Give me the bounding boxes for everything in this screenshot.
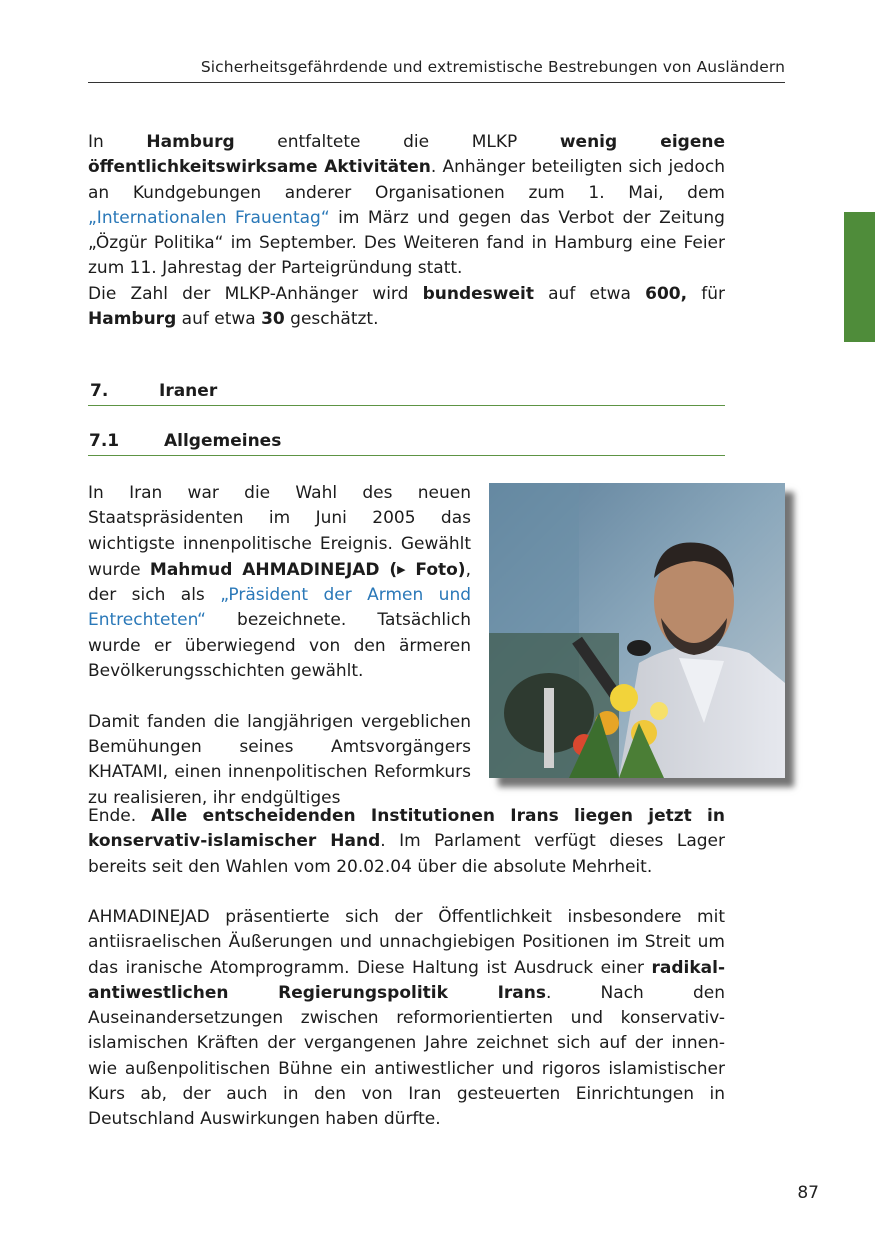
text-run: Damit fanden die langjährigen vergeblichen Bemühungen seines Amtsvorgängers KHATAMI, einen innenpolitischen Reformkurs zu realisieren, ihr endgültiges	[88, 711, 471, 808]
text-run: In Iran war die Wahl des neuen Staatspräsidenten im Juni 2005 das wichtigste innenpolitische Ereignis. Gewählt wurde	[88, 483, 471, 580]
text-run: Mahmud AHMADINEJAD (	[149, 559, 398, 580]
section-heading-7-1	[88, 430, 725, 456]
paragraph-election	[88, 481, 471, 811]
play-arrow-icon: ▶	[397, 562, 406, 576]
text-run: im März und gegen das Verbot der Zeitung „Özgür Politika“ im September. Des Weiteren fand in Hamburg eine Feier zum 11. Jahrestag der Parteigründung statt.	[88, 207, 725, 279]
text-run: Die Zahl der MLKP-Anhänger wird	[88, 283, 423, 304]
text-run: auf etwa	[533, 283, 646, 304]
emphasis-hamburg-2: Hamburg	[88, 309, 177, 330]
text-run: für	[687, 283, 725, 304]
section-number: 7.	[90, 381, 109, 401]
emphasis-bundesweit: bundesweit	[422, 283, 534, 304]
emphasis-policy: radikal-antiwestlichen Regierungspolitik Irans	[88, 957, 725, 1003]
link-frauentag[interactable]: „Internationalen Frauentag“	[88, 207, 330, 228]
running-header: Sicherheitsgefährdende und extremistische Bestrebungen von Ausländern	[200, 58, 785, 76]
section-number: 7.1	[89, 431, 120, 451]
paragraph-ahmadinejad-policy	[88, 905, 725, 1133]
chapter-tab-marker	[844, 212, 875, 342]
emphasis-count-600: 600,	[645, 283, 688, 304]
text-run: AHMADINEJAD präsentierte sich der Öffentlichkeit insbesondere mit antiisraelischen Äußerungen und unnachgiebigen Positionen im Streit um das iranische Atomprogramm. Diese Haltung ist Ausdruck einer	[88, 907, 725, 978]
text-run: , der sich als	[88, 559, 471, 606]
paragraph-mlkp-hamburg	[88, 130, 725, 332]
text-run: In	[88, 132, 147, 152]
link-praesident-armen[interactable]: „Präsident der Armen und Entrechteten“	[88, 585, 472, 631]
text-run: entfaltete die MLKP	[234, 132, 560, 152]
emphasis-institutions: Alle entscheidenden Institutionen Irans liegen jetzt in konservativ-islamischer Hand	[88, 806, 725, 852]
emphasis-count-30: 30	[261, 309, 285, 330]
text-run: geschätzt.	[284, 309, 379, 330]
emphasis-ahmadinejad	[150, 560, 466, 580]
section-heading-7	[88, 380, 725, 406]
text-run: . Anhänger beteiligten sich jedoch an Kundgebungen anderer Organisationen zum 1. Mai, dem	[88, 157, 725, 203]
text-run: . Nach den Auseinandersetzungen zwischen reformorientierten und konservativ-islamischen Kräften der vergangenen Jahre zeichnet sich auf der innen- wie außenpolitischen Bühne ein antiwestlicher und rigoros islamistischer Kurs ab, der auch in den von Iran gesteuerten Einrichtungen in Deutschland Auswirkungen haben dürfte.	[88, 982, 725, 1130]
text-run: . Im Parlament verfügt dieses Lager bereits seit den Wahlen vom 20.02.04 über die absolute Mehrheit.	[88, 831, 725, 877]
page-number: 87	[797, 1183, 819, 1203]
section-title: Iraner	[159, 381, 218, 401]
emphasis-hamburg: Hamburg	[146, 132, 235, 152]
emphasis-activities: wenig eigene öffentlichkeitswirksame Aktivitäten	[88, 132, 725, 178]
text-run: Ende.	[88, 806, 151, 826]
text-run: Foto)	[405, 559, 466, 580]
text-run: auf etwa	[176, 309, 262, 330]
section-title: Allgemeines	[164, 431, 282, 451]
photo-ahmadinejad	[489, 483, 785, 778]
header-rule	[88, 82, 785, 83]
text-run: bezeichnete. Tatsächlich wurde er überwiegend von den ärmeren Bevölkerungsschichten gewählt.	[88, 610, 471, 682]
paragraph-institutions	[88, 804, 725, 880]
